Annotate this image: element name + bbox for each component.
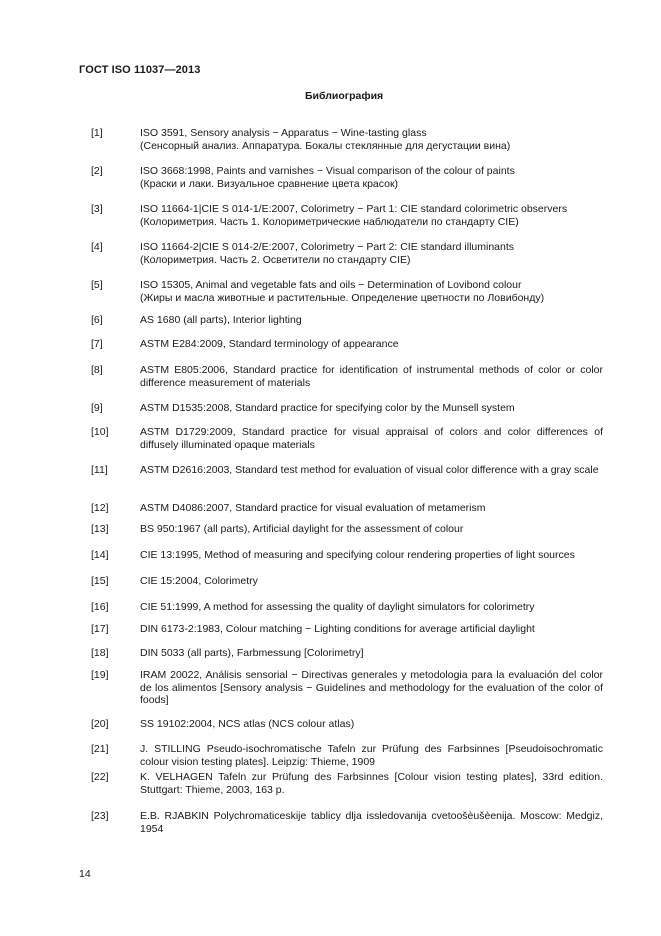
- entry-number: [19]: [91, 669, 109, 681]
- entry-reference: DIN 6173-2:1983, Colour matching − Lighting conditions for average artificial daylight: [140, 623, 535, 635]
- entry-number: [7]: [91, 338, 103, 350]
- entry-reference: ASTM D1729:2009, Standard practice for visual appraisal of colors and color differences of diffusely illuminated opaque materials: [140, 426, 603, 451]
- entry-russian-title: (Жиры и масла животные и растительные. Определение цветности по Ловибонду): [140, 291, 545, 304]
- entry-reference: CIE 51:1999, A method for assessing the quality of daylight simulators for colorimetry: [140, 601, 535, 613]
- entry-text-block: [140, 279, 603, 304]
- entry-number: [14]: [91, 549, 109, 561]
- entry-number: [20]: [91, 718, 109, 730]
- entry-reference: ASTM D4086:2007, Standard practice for visual evaluation of metamerism: [140, 502, 486, 514]
- entry-number: [17]: [91, 623, 109, 635]
- entry-text-block: [140, 241, 603, 266]
- entry-reference: DIN 5033 (all parts), Farbmessung [Colorimetry]: [140, 647, 364, 659]
- entry-reference: CIE 15:2004, Colorimetry: [140, 575, 258, 587]
- entry-reference: AS 1680 (all parts), Interior lighting: [140, 314, 302, 326]
- entry-number: [13]: [91, 523, 109, 535]
- entry-russian-title: (Сенсорный анализ. Аппаратура. Бокалы стеклянные для дегустации вина): [140, 139, 511, 152]
- entry-text-block: [140, 314, 603, 327]
- entry-number: [11]: [91, 464, 108, 476]
- entry-reference: ASTM E284:2009, Standard terminology of appearance: [140, 338, 399, 350]
- entry-number: [22]: [91, 771, 109, 783]
- entry-text-block: [140, 464, 603, 477]
- entry-text-block: [140, 771, 603, 796]
- entry-reference: J. STILLING Pseudo-isochromatische Tafeln zur Prüfung des Farbsinnes [Pseudoisochromatic colour vision testing plates]. Leipzig: Thieme, 1909: [140, 743, 603, 768]
- entry-text-block: [140, 575, 603, 588]
- entry-reference: CIE 13:1995, Method of measuring and specifying colour rendering properties of light sources: [140, 549, 575, 561]
- entry-text-block: [140, 549, 603, 562]
- entry-reference: ASTM E805:2006, Standard practice for identification of instrumental methods of color or color difference measurement of materials: [140, 364, 603, 389]
- document-id: ГОСТ ISO 11037—2013: [79, 64, 201, 76]
- entry-reference: ASTM D1535:2008, Standard practice for specifying color by the Munsell system: [140, 402, 515, 414]
- entry-reference: SS 19102:2004, NCS atlas (NCS colour atlas): [140, 718, 355, 730]
- entry-reference: ISO 15305, Animal and vegetable fats and oils − Determination of Lovibond colour: [140, 279, 522, 291]
- entry-reference: ISO 11664-2|CIE S 014-2/E:2007, Colorimetry − Part 2: CIE standard illuminants: [140, 241, 515, 253]
- entry-reference: ISO 11664-1|CIE S 014-1/E:2007, Colorimetry − Part 1: CIE standard colorimetric observers: [140, 203, 568, 215]
- entry-text-block: [140, 426, 603, 451]
- entry-number: [4]: [91, 241, 103, 253]
- entry-text-block: [140, 669, 603, 707]
- entry-reference: K. VELHAGEN Tafeln zur Prüfung des Farbsinnes [Colour vision testing plates], 33rd edition. Stuttgart: Thieme, 2003, 163 p.: [140, 771, 603, 796]
- entry-number: [21]: [91, 743, 109, 755]
- entry-text-block: [140, 203, 603, 228]
- entry-text-block: [140, 601, 603, 614]
- entry-number: [23]: [91, 810, 109, 822]
- entry-text-block: [140, 718, 603, 731]
- entry-number: [15]: [91, 575, 109, 587]
- entry-number: [16]: [91, 601, 109, 613]
- entry-number: [10]: [91, 426, 109, 438]
- entry-text-block: [140, 743, 603, 768]
- entry-reference: IRAM 20022, Análisis sensorial − Directivas generales y metodologia para la evaluación del color de los alimentos [Sensory analysis − Guidelines and methodology for the evaluation of the color of foods]: [140, 669, 603, 706]
- page-number: 14: [79, 868, 91, 880]
- entry-number: [18]: [91, 647, 109, 659]
- entry-text-block: [140, 338, 603, 351]
- entry-text-block: [140, 647, 603, 660]
- entry-russian-title: (Краски и лаки. Визуальное сравнение цвета красок): [140, 177, 399, 190]
- entry-text-block: [140, 364, 603, 389]
- entry-text-block: [140, 502, 603, 515]
- entry-number: [8]: [91, 364, 103, 376]
- entry-text-block: [140, 810, 603, 835]
- entry-reference: ISO 3591, Sensory analysis − Apparatus − Wine-tasting glass: [140, 127, 427, 139]
- section-title: Библиография: [305, 90, 384, 102]
- entry-text-block: [140, 402, 603, 415]
- entry-text-block: [140, 165, 603, 190]
- entry-number: [5]: [91, 279, 103, 291]
- entry-number: [6]: [91, 314, 103, 326]
- entry-text-block: [140, 623, 603, 636]
- entry-russian-title: (Колориметрия. Часть 2. Осветители по стандарту CIE): [140, 253, 411, 266]
- entry-number: [3]: [91, 203, 103, 215]
- entry-number: [1]: [91, 127, 103, 139]
- entry-reference: ASTM D2616:2003, Standard test method for evaluation of visual color difference with a gray scale: [140, 464, 599, 476]
- entry-russian-title: (Колориметрия. Часть 1. Колориметрические наблюдатели по стандарту CIE): [140, 215, 519, 228]
- entry-text-block: [140, 523, 603, 536]
- entry-text-block: [140, 127, 603, 152]
- entry-reference: ISO 3668:1998, Paints and varnishes − Visual comparison of the colour of paints: [140, 165, 515, 177]
- entry-number: [9]: [91, 402, 103, 414]
- entry-number: [2]: [91, 165, 103, 177]
- entry-reference: E.B. RJABKIN Polychromaticeskije tablicy dlja issledovanija cvetoošèušèenija. Moscow: Medgiz, 1954: [140, 810, 603, 835]
- entry-reference: BS 950:1967 (all parts), Artificial daylight for the assessment of colour: [140, 523, 464, 535]
- entry-number: [12]: [91, 502, 109, 514]
